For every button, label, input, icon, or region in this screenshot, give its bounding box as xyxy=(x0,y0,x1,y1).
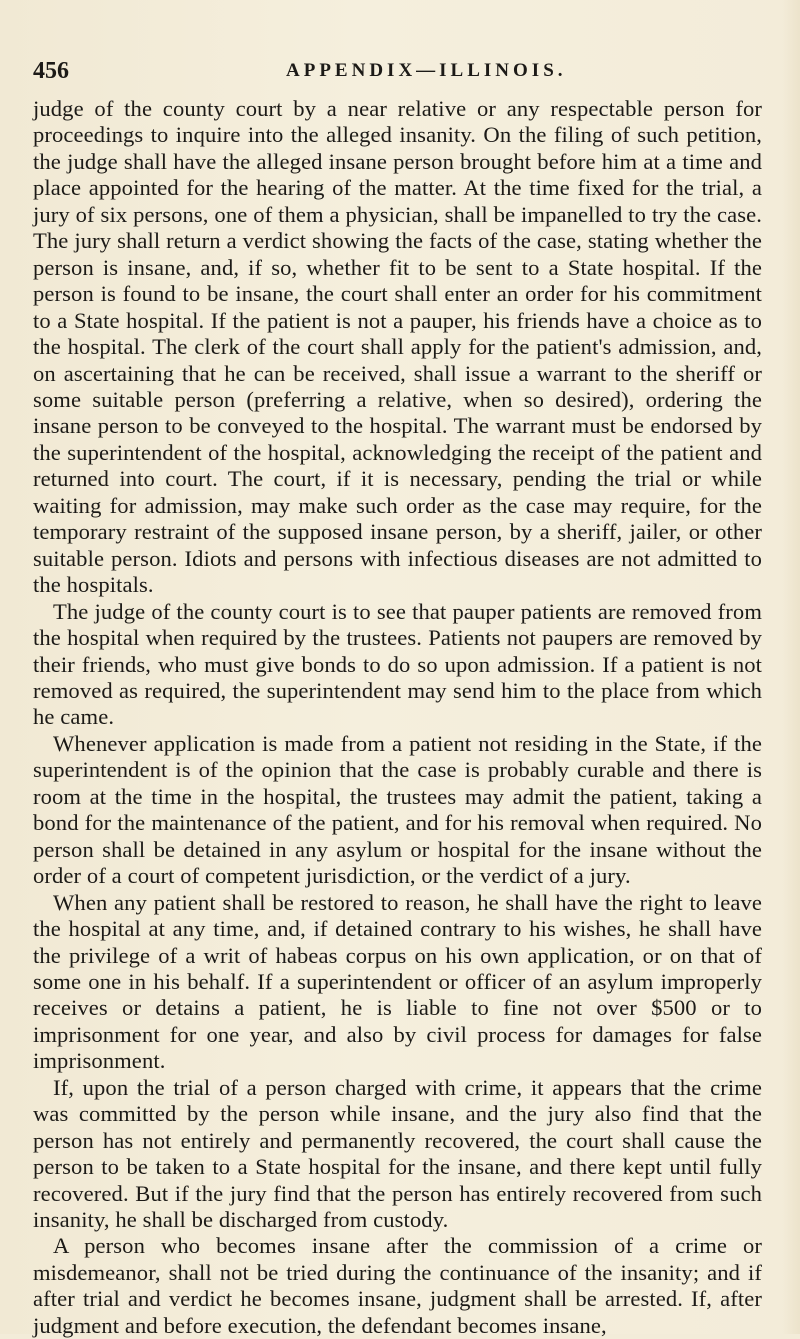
page-header xyxy=(33,58,773,92)
paragraph-criminal-insanity: If, upon the trial of a person charged with crime, it appears that the crime was committed by the person while insane, and the jury also find that the person has not entirely and permanently recovered, the court shall cause the person to be taken to a State hospital for the insane, and there kept until fully recovered. But if the jury find that the person has entirely recovered from such insanity, he shall be discharged from custody. xyxy=(33,1074,762,1233)
running-head: APPENDIX—ILLINOIS. xyxy=(286,60,567,81)
paragraph-insanity-after-crime: A person who becomes insane after the commission of a crime or misdemeanor, shall not be tried during the continuance of the insanity; and if after trial and verdict he becomes insane, judgment shall be arrested. If, after judgment and before execution, the defendant becomes insane, xyxy=(33,1233,762,1338)
paragraph-nonresident-application: Whenever application is made from a patient not residing in the State, if the superintendent is of the opinion that the case is probably curable and there is room at the time in the hospital, the trustees may admit the patient, taking a bond for the maintenance of the patient, and for his removal when required. No person shall be detained in any asylum or hospital for the insane without the order of a court of competent jurisdiction, or the verdict of a jury. xyxy=(33,730,762,889)
paragraph-removal-of-patients: The judge of the county court is to see that pauper patients are removed from the hospital when required by the trustees. Patients not paupers are removed by their friends, who must give bonds to do so upon admission. If a patient is not removed as required, the superintendent may send him to the place from which he came. xyxy=(33,598,762,730)
paragraph-restored-patient-rights: When any patient shall be restored to reason, he shall have the right to leave the hospital at any time, and, if detained contrary to his wishes, he shall have the privilege of a writ of habeas corpus on his own application, or on that of some one in his behalf. If a superintendent or officer of an asylum improperly receives or detains a patient, he is liable to fine not over $500 or to imprisonment for one year, and also by civil process for damages for false imprisonment. xyxy=(33,889,762,1074)
body-text xyxy=(33,96,762,1339)
page-number: 456 xyxy=(33,58,69,84)
paragraph-commitment-procedure: judge of the county court by a near relative or any respectable person for proceedings to inquire into the alleged insanity. On the filing of such petition, the judge shall have the alleged insane person brought before him at a time and place appointed for the hearing of the matter. At the time fixed for the trial, a jury of six persons, one of them a physician, shall be impanelled to try the case. The jury shall return a verdict showing the facts of the case, stating whether the person is insane, and, if so, whether fit to be sent to a State hospital. If the person is found to be insane, the court shall enter an order for his commitment to a State hospital. If the patient is not a pauper, his friends have a choice as to the hospital. The clerk of the court shall apply for the patient's admission, and, on ascertaining that he can be received, shall issue a warrant to the sheriff or some suitable person (preferring a relative, when so desired), ordering the insane person to be conveyed to the hospital. The warrant must be endorsed by the superintendent of the hospital, acknowledging the receipt of the patient and returned into court. The court, if it is necessary, pending the trial or while waiting for admission, may make such order as the case may require, for the temporary restraint of the supposed insane person, by a sheriff, jailer, or other suitable person. Idiots and persons with infectious diseases are not admitted to the hospitals. xyxy=(33,96,762,598)
page-edge-shading xyxy=(782,0,800,1334)
